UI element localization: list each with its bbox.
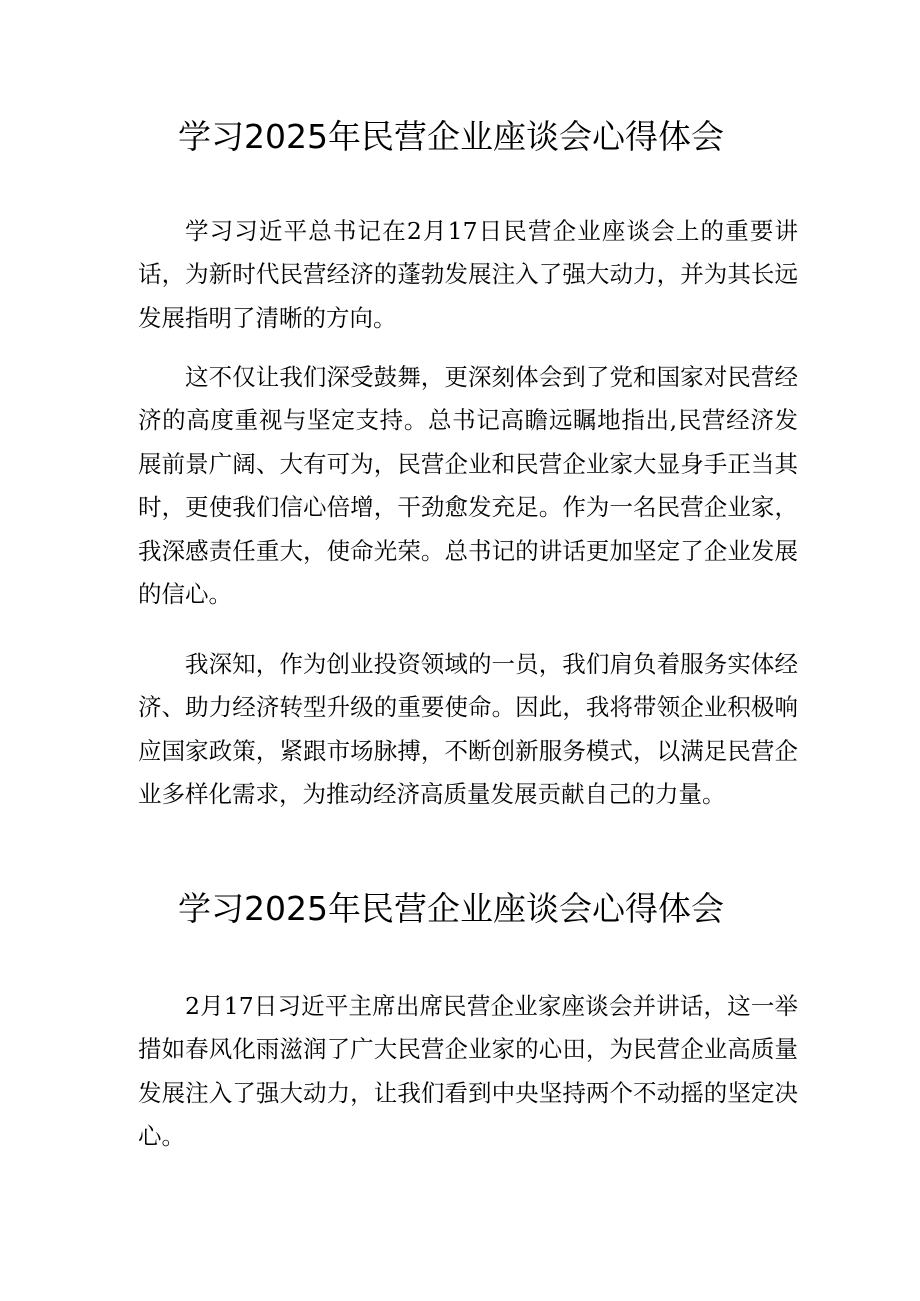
- section-1-paragraph-3: 我深知，作为创业投资领域的一员，我们肩负着服务实体经济、助力经济转型升级的重要使命。因此，我将带领企业积极响应国家政策，紧跟市场脉搏，不断创新服务模式，以满足民营企业多样化需求，为推动经济高质量发展贡献自己的力量。: [138, 650, 798, 809]
- section-2-paragraph-1: 2月17日习近平主席出席民营企业家座谈会并讲话，这一举措如春风化雨滋润了广大民营企业家的心田，为民营企业高质量发展注入了强大动力，让我们看到中央坚持两个不动摇的坚定决心。: [138, 992, 798, 1151]
- section-1-title: 学习2025年民营企业座谈会心得体会: [178, 117, 724, 156]
- section-2-title: 学习2025年民营企业座谈会心得体会: [178, 889, 724, 928]
- section-1-paragraph-1: 学习习近平总书记在2月17日民营企业座谈会上的重要讲话，为新时代民营经济的蓬勃发展注入了强大动力，并为其长远发展指明了清晰的方向。: [138, 217, 798, 332]
- section-1-paragraph-2: 这不仅让我们深受鼓舞，更深刻体会到了党和国家对民营经济的高度重视与坚定支持。总书记高瞻远瞩地指出,民营经济发展前景广阔、大有可为，民营企业和民营企业家大显身手正当其时，更使我们信心倍增，干劲愈发充足。作为一名民营企业家，我深感责任重大，使命光荣。总书记的讲话更加坚定了企业发展的信心。: [138, 363, 798, 609]
